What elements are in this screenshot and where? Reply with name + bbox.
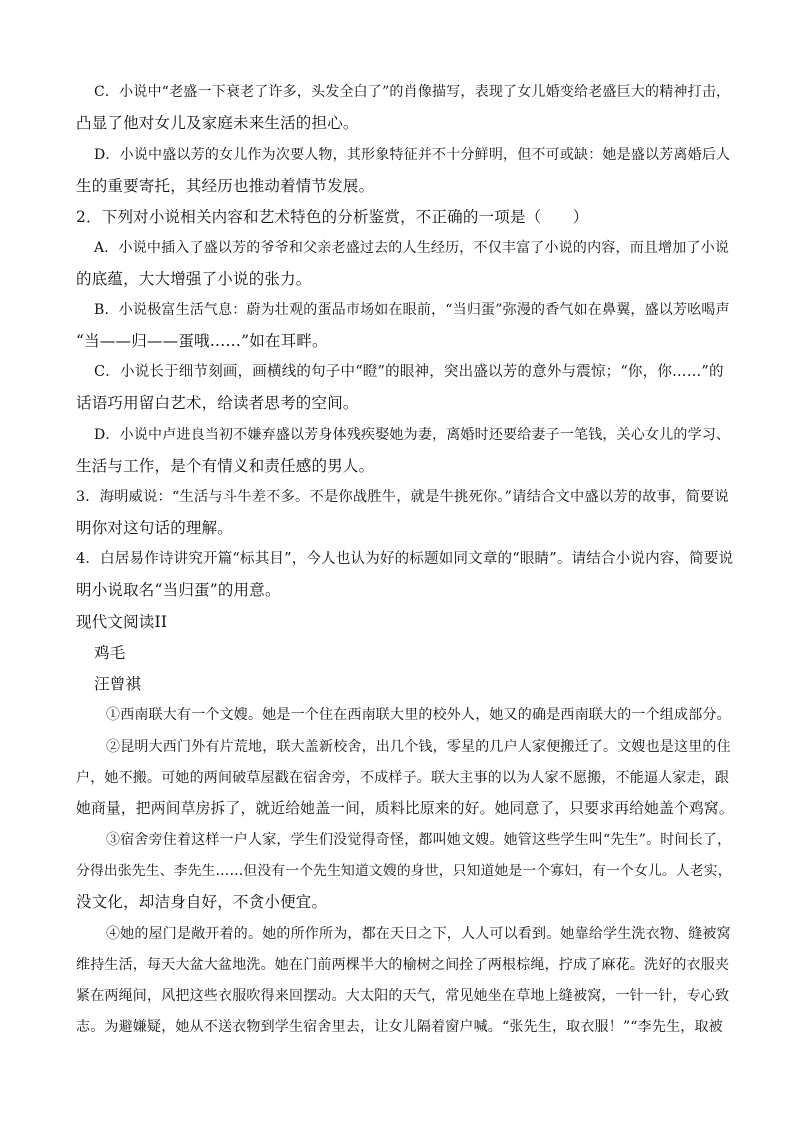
option-c-prev-line1: C．小说中“老盛一下衰老了许多，头发全白了”的肖像描写，表现了女儿婚变给老盛巨大的精神打击， bbox=[94, 84, 731, 100]
passage-paragraph-2-line3: 她商量，把两间草房拆了，就近给她盖一间，质料比原来的好。她同意了，只要求再给她盖个鸡窝。 bbox=[76, 800, 734, 817]
passage-paragraph-3-line3: 没文化，却洁身自好，不贪小便宜。 bbox=[76, 893, 328, 911]
passage-paragraph-4-line3: 紧在两绳间，风把这些衣服吹得来回摆动。大太阳的天气，常见她坐在草地上缝被窝，一针一针，专心致 bbox=[76, 988, 730, 1004]
question-2-option-a-line2: 的底蕴，大大增强了小说的张力。 bbox=[76, 270, 312, 288]
passage-paragraph-3-line1: ③宿舍旁住着这样一户人家，学生们没觉得奇怪，都叫她文嫂。她管这些学生叫“先生”。时间长了， bbox=[106, 832, 732, 848]
passage-paragraph-4-line1: ④她的屋门是敞开着的。她的所作所为，都在天日之下，人人可以看到。她靠给学生洗衣物、缝被窝 bbox=[106, 926, 731, 942]
question-4-line2: 明小说取名“当归蛋”的用意。 bbox=[76, 581, 281, 599]
passage-author: 汪曾祺 bbox=[94, 675, 142, 693]
option-d-prev-line2: 生的重要寄托，其经历也推动着情节发展。 bbox=[76, 177, 375, 195]
option-d-prev-line1: D．小说中盛以芳的女儿作为次要人物，其形象特征并不十分鲜明，但不可或缺：她是盛以芳离婚后人 bbox=[94, 147, 731, 163]
question-2-option-d-line1: D．小说中卢进良当初不嫌弃盛以芳身体残疾娶她为妻，离婚时还要给妻子一笔钱，关心女儿的学习、 bbox=[94, 427, 731, 443]
passage-paragraph-2-line2: 户，她不搬。可她的两间破草屋戳在宿舍旁，不成样子。联大主事的以为人家不愿搬，不能逼人家走，跟 bbox=[76, 770, 730, 786]
question-2-option-c-line2: 话语巧用留白艺术，给读者思考的空间。 bbox=[76, 394, 359, 412]
question-3-line2: 明你对这句话的理解。 bbox=[76, 519, 234, 537]
passage-paragraph-4-line4: 志。为避嫌疑，她从不送衣物到学生宿舍里去，让女儿隔着窗户喊。“张先生，取衣服！”“李先生，取被 bbox=[76, 1019, 723, 1035]
passage-paragraph-4-line2: 维持生活，每天大盆大盆地洗。她在门前两棵半大的榆树之间拴了两根棕绳，拧成了麻花。洗好的衣服夹 bbox=[76, 957, 730, 973]
question-2-option-b-line2: “当——归——蛋哦……”如在耳畔。 bbox=[76, 332, 328, 350]
section-heading: 现代文阅读II bbox=[76, 613, 168, 631]
question-4-line1: 4．白居易作诗讲究开篇“标其目”，今人也认为好的标题如同文章的“眼睛”。请结合小说内容，简要说 bbox=[76, 551, 734, 567]
question-2-option-d-line2: 生活与工作，是个有情义和责任感的男人。 bbox=[76, 457, 375, 475]
question-3-line1: 3．海明威说：“生活与斗牛差不多。不是你战胜牛，就是牛挑死你。”请结合文中盛以芳的故事，简要说 bbox=[76, 489, 729, 505]
question-2-option-b-line1: B．小说极富生活气息：蔚为壮观的蛋品市场如在眼前，“当归蛋”弥漫的香气如在鼻翼，盛以芳吆喝声 bbox=[94, 302, 730, 318]
passage-paragraph-1-line1: ①西南联大有一个文嫂。她是一个住在西南联大里的校外人，她又的确是西南联大的一个组成部分。 bbox=[106, 707, 731, 723]
question-2-option-c-line1: C．小说长于细节刻画，画横线的句子中“瞪”的眼神，突出盛以芳的意外与震惊；“你，你……”的 bbox=[94, 364, 724, 380]
question-2-option-a-line1: A．小说中插入了盛以芳的爷爷和父亲老盛过去的人生经历，不仅丰富了小说的内容，而且增加了小说 bbox=[94, 240, 730, 256]
passage-paragraph-3-line2: 分得出张先生、李先生……但没有一个先生知道文嫂的身世，只知道她是一个寡妇，有一个女儿。人老实， bbox=[76, 863, 732, 879]
option-c-prev-line2: 凸显了他对女儿及家庭未来生活的担心。 bbox=[76, 114, 359, 132]
passage-paragraph-2-line1: ②昆明大西门外有片荒地，联大盖新校舍，出几个钱，零星的几户人家便搬迁了。文嫂也是这里的住 bbox=[106, 739, 731, 755]
question-2-stem: 2．下列对小说相关内容和艺术特色的分析鉴赏，不正确的一项是（ ） bbox=[76, 208, 589, 226]
passage-title: 鸡毛 bbox=[94, 644, 126, 662]
